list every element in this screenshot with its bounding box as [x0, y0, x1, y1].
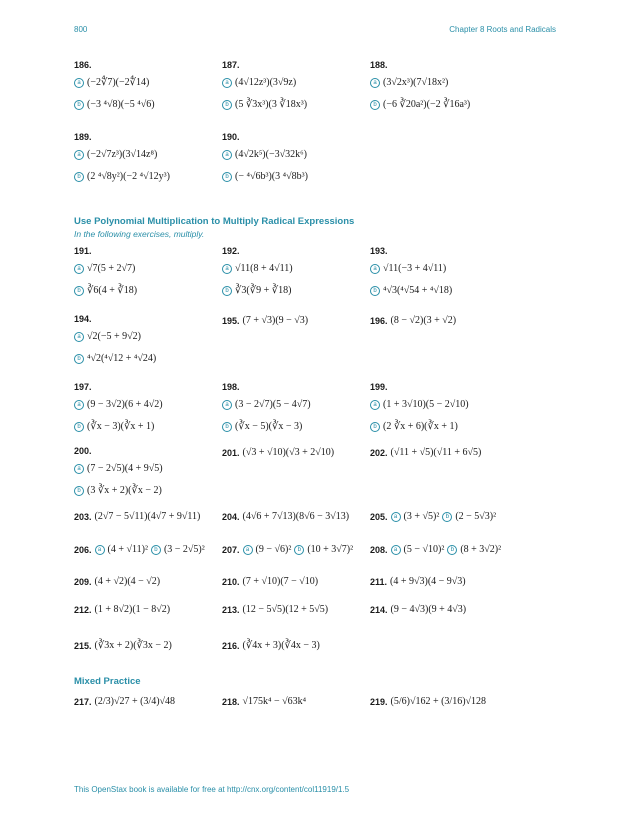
expression: (−3 ⁴√8)(−5 ⁴√6): [87, 99, 155, 110]
expression: √7(5 + 2√7): [87, 263, 136, 274]
expression: √2(−5 + 9√2): [87, 331, 141, 342]
expression: (1 + 8√2)(1 − 8√2): [94, 604, 171, 615]
part-a-badge: a: [95, 545, 105, 555]
section-title: Use Polynomial Multiplication to Multiply Radical Expressions: [74, 216, 355, 227]
part-a-badge: a: [370, 400, 380, 410]
exercise-214: 214. (9 − 4√3)(9 + 4√3): [370, 604, 467, 615]
expression: (4 + √2)(4 − √2): [94, 576, 161, 587]
exercise-210: 210. (7 + √10)(7 − √10): [222, 576, 319, 587]
exercise-group-197-199: [74, 380, 570, 438]
section-heading-block: [74, 216, 570, 239]
expression: (2 − 5√3)²: [455, 511, 497, 522]
part-a-badge: a: [222, 78, 232, 88]
exercise-219: 219. (5/6)√162 + (3/16)√128: [370, 696, 487, 707]
part-a-badge: a: [74, 264, 84, 274]
expression: (5/6)√162 + (3/16)√128: [390, 696, 487, 707]
empty-cell: [370, 631, 518, 653]
exercise-188: 188. a (3√2x³)(7√18x²) b (−6 ∛20a²)(−2 ∛16a³): [370, 60, 471, 110]
expression: (−2√7z³)(3√14z⁸): [87, 149, 158, 160]
exercise-197: 197. a (9 − 3√2)(6 + 4√2) b (∛x − 3)(∛x + 1): [74, 382, 163, 432]
expression: (∛x − 3)(∛x + 1): [87, 421, 155, 432]
part-a-badge: a: [222, 264, 232, 274]
part-a-badge: a: [222, 400, 232, 410]
exercise-193: 193. a √11(−3 + 4√11) b ⁴√3(⁴√54 + ⁴√18): [370, 246, 453, 296]
mixed-practice-section: [74, 676, 570, 709]
chapter-title: Chapter 8 Roots and Radicals: [449, 25, 556, 34]
expression: (9 − 4√3)(9 + 4√3): [390, 604, 467, 615]
exercise-202: 202. (√11 + √5)(√11 + 6√5): [370, 447, 482, 458]
part-b-badge: b: [370, 286, 380, 296]
expression: ∛6(4 + ∛18): [87, 285, 138, 296]
expression: (4√2k⁵)(−3√32k⁶): [235, 149, 307, 160]
part-b-badge: b: [74, 354, 84, 364]
page-number: 800: [74, 25, 88, 34]
expression: (7 + √10)(7 − √10): [242, 576, 319, 587]
exercise-215: 215. (∛3x + 2)(∛3x − 2): [74, 640, 172, 651]
exercise-192: 192. a √11(8 + 4√11) b ∛3(∛9 + ∛18): [222, 246, 293, 296]
exercise-194: 194. a √2(−5 + 9√2) b ⁴√2(⁴√12 + ⁴√24): [74, 314, 157, 364]
part-b-badge: b: [447, 545, 457, 555]
expression: (4√12z³)(3√9z): [235, 77, 297, 88]
part-b-badge: b: [74, 286, 84, 296]
expression: (− ⁴√6b³)(3 ⁴√8b³): [235, 171, 308, 182]
exercise-195: 195. (7 + √3)(9 − √3): [222, 315, 309, 326]
expression: (8 + 3√2)²: [460, 544, 502, 555]
expression: (3 + √5)²: [403, 511, 440, 522]
part-b-badge: b: [74, 422, 84, 432]
expression: (3 − 2√5)²: [163, 544, 205, 555]
part-b-badge: b: [294, 545, 304, 555]
expression: (3√2x³)(7√18x²): [383, 77, 449, 88]
expression: (7 − 2√5)(4 + 9√5): [87, 463, 163, 474]
exercise-199: 199. a (1 + 3√10)(5 − 2√10) b (2 ∛x + 6)(∛x + 1): [370, 382, 469, 432]
expression: (4 + 9√3)(4 − 9√3): [390, 576, 466, 587]
expression: (2 ⁴√8y²)(−2 ⁴√12y³): [87, 171, 170, 182]
exercise-204: 204. (4√6 + 7√13)(8√6 − 3√13): [222, 511, 350, 522]
exercise-203: 203. (2√7 − 5√11)(4√7 + 9√11): [74, 511, 201, 522]
expression: (4 + √11)²: [107, 544, 148, 555]
part-a-badge: a: [74, 332, 84, 342]
expression: (10 + 3√7)²: [307, 544, 354, 555]
exercise-212: 212. (1 + 8√2)(1 − 8√2): [74, 604, 171, 615]
exercise-206: 206. a (4 + √11)² b (3 − 2√5)²: [74, 544, 205, 555]
exercise-187: 187. a (4√12z³)(3√9z) b (5 ∛3x³)(3 ∛18x³): [222, 60, 308, 110]
exercise-group-209-216: [74, 575, 570, 653]
exercise-217: 217. (2/3)√27 + (3/4)√48: [74, 696, 176, 707]
expression: (∛x − 5)(∛x − 3): [235, 421, 303, 432]
exercise-198: 198. a (3 − 2√7)(5 − 4√7) b (∛x − 5)(∛x − 3): [222, 382, 311, 432]
exercise-201: 201. (√3 + √10)(√3 + 2√10): [222, 447, 335, 458]
expression: (√11 + √5)(√11 + 6√5): [390, 447, 482, 458]
part-a-badge: a: [391, 545, 401, 555]
part-a-badge: a: [391, 512, 401, 522]
part-b-badge: b: [74, 172, 84, 182]
exercise-group-200-202: [74, 444, 570, 502]
expression: (∛4x + 3)(∛4x − 3): [242, 640, 320, 651]
expression: (9 − √6)²: [255, 544, 292, 555]
part-b-badge: b: [151, 545, 161, 555]
part-b-badge: b: [370, 422, 380, 432]
exercise-208: 208. a (5 − √10)² b (8 + 3√2)²: [370, 544, 502, 555]
part-a-badge: a: [222, 150, 232, 160]
exercise-211: 211. (4 + 9√3)(4 − 9√3): [370, 576, 466, 587]
part-a-badge: a: [74, 464, 84, 474]
exercise-205: 205. a (3 + √5)² b (2 − 5√3)²: [370, 511, 497, 522]
expression: (∛3x + 2)(∛3x − 2): [94, 640, 172, 651]
part-b-badge: b: [74, 100, 84, 110]
exercise-200: 200. a (7 − 2√5)(4 + 9√5) b (3 ∛x + 2)(∛x − 2): [74, 446, 163, 496]
expression: (9 − 3√2)(6 + 4√2): [87, 399, 163, 410]
expression: (8 − √2)(3 + √2): [390, 315, 457, 326]
expression: ⁴√3(⁴√54 + ⁴√18): [383, 285, 453, 296]
page-header: [74, 25, 556, 34]
exercise-189: 189. a (−2√7z³)(3√14z⁸) b (2 ⁴√8y²)(−2 ⁴√12y³): [74, 132, 170, 182]
part-a-badge: a: [370, 264, 380, 274]
section-title: Mixed Practice: [74, 676, 141, 687]
expression: √11(8 + 4√11): [235, 263, 293, 274]
expression: (5 − √10)²: [403, 544, 445, 555]
expression: (7 + √3)(9 − √3): [242, 315, 309, 326]
page-footer: This OpenStax book is available for free at http://cnx.org/content/col11919/1.5: [74, 785, 350, 794]
expression: ∛3(∛9 + ∛18): [235, 285, 292, 296]
exercise-group-191-193: [74, 244, 570, 302]
section-instruction: In the following exercises, multiply.: [74, 229, 205, 239]
expression: (4√6 + 7√13)(8√6 − 3√13): [242, 511, 350, 522]
exercise-216: 216. (∛4x + 3)(∛4x − 3): [222, 640, 320, 651]
exercise-group-194-196: [74, 312, 570, 370]
expression: √11(−3 + 4√11): [383, 263, 447, 274]
expression: ⁴√2(⁴√12 + ⁴√24): [87, 353, 157, 364]
exercise-196: 196. (8 − √2)(3 + √2): [370, 315, 457, 326]
part-b-badge: b: [74, 486, 84, 496]
part-b-badge: b: [442, 512, 452, 522]
exercise-group-186-190: [74, 58, 570, 188]
expression: (5 ∛3x³)(3 ∛18x³): [235, 99, 308, 110]
expression: (2 ∛x + 6)(∛x + 1): [383, 421, 458, 432]
exercise-group-206-208: [74, 543, 570, 557]
part-b-badge: b: [222, 286, 232, 296]
part-b-badge: b: [370, 100, 380, 110]
exercise-191: 191. a √7(5 + 2√7) b ∛6(4 + ∛18): [74, 246, 138, 296]
part-b-badge: b: [222, 100, 232, 110]
exercise-207: 207. a (9 − √6)² b (10 + 3√7)²: [222, 544, 354, 555]
exercise-209: 209. (4 + √2)(4 − √2): [74, 576, 161, 587]
expression: (1 + 3√10)(5 − 2√10): [383, 399, 469, 410]
expression: (−6 ∛20a²)(−2 ∛16a³): [383, 99, 471, 110]
expression: (−2∜7)(−2∜14): [87, 77, 150, 88]
expression: √175k⁴ − √63k⁴: [242, 696, 307, 707]
part-a-badge: a: [370, 78, 380, 88]
part-a-badge: a: [243, 545, 253, 555]
exercise-190: 190. a (4√2k⁵)(−3√32k⁶) b (− ⁴√6b³)(3 ⁴√8b³): [222, 132, 308, 182]
expression: (3 − 2√7)(5 − 4√7): [235, 399, 311, 410]
exercise-186: 186. a (−2∜7)(−2∜14) b (−3 ⁴√8)(−5 ⁴√6): [74, 60, 155, 110]
part-a-badge: a: [74, 78, 84, 88]
exercise-218: 218. √175k⁴ − √63k⁴: [222, 696, 307, 707]
expression: (12 − 5√5)(12 + 5√5): [242, 604, 329, 615]
part-b-badge: b: [222, 422, 232, 432]
exercise-213: 213. (12 − 5√5)(12 + 5√5): [222, 604, 329, 615]
part-a-badge: a: [74, 400, 84, 410]
expression: (2√7 − 5√11)(4√7 + 9√11): [94, 511, 201, 522]
expression: (3 ∛x + 2)(∛x − 2): [87, 485, 162, 496]
exercise-group-203-205: [74, 510, 570, 524]
part-a-badge: a: [74, 150, 84, 160]
expression: (√3 + √10)(√3 + 2√10): [242, 447, 335, 458]
part-b-badge: b: [222, 172, 232, 182]
expression: (2/3)√27 + (3/4)√48: [94, 696, 176, 707]
